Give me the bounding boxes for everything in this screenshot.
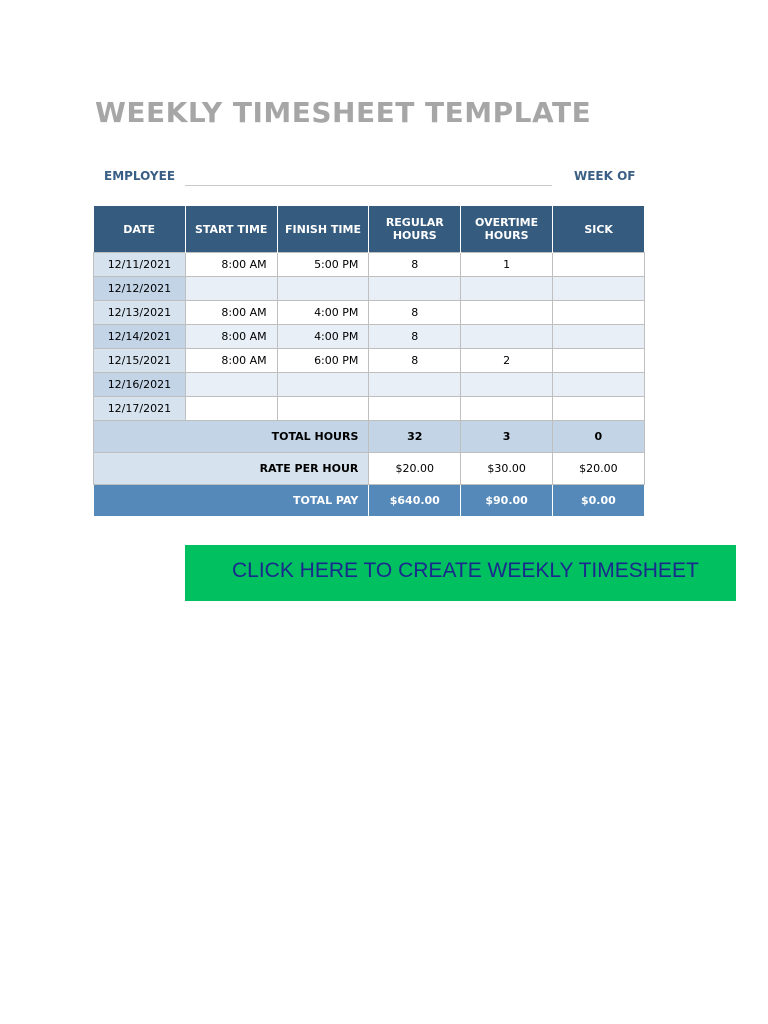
sick-cell[interactable]	[552, 325, 644, 349]
table-row	[94, 277, 645, 301]
start-time-cell[interactable]: 8:00 AM	[185, 253, 277, 277]
regular-hours-cell[interactable]	[369, 397, 461, 421]
total-overtime-hours: 3	[461, 421, 553, 453]
header-sick: SICK	[552, 206, 644, 253]
regular-hours-cell[interactable]: 8	[369, 349, 461, 373]
start-time-cell[interactable]: 8:00 AM	[185, 301, 277, 325]
overtime-pay-cell: $90.00	[461, 485, 553, 517]
total-pay-row	[94, 485, 645, 517]
sick-cell[interactable]	[552, 349, 644, 373]
create-timesheet-button[interactable]	[185, 545, 736, 601]
table-row	[94, 397, 645, 421]
total-sick-hours: 0	[552, 421, 644, 453]
sick-cell[interactable]	[552, 373, 644, 397]
finish-time-cell[interactable]	[277, 277, 369, 301]
employee-label: EMPLOYEE	[104, 169, 176, 183]
finish-time-cell[interactable]	[277, 373, 369, 397]
total-regular-hours: 32	[369, 421, 461, 453]
date-cell: 12/15/2021	[94, 349, 186, 373]
finish-time-cell[interactable]: 4:00 PM	[277, 325, 369, 349]
date-cell: 12/14/2021	[94, 325, 186, 349]
date-cell: 12/12/2021	[94, 277, 186, 301]
date-cell: 12/16/2021	[94, 373, 186, 397]
date-cell: 12/11/2021	[94, 253, 186, 277]
regular-pay-cell: $640.00	[369, 485, 461, 517]
employee-field[interactable]	[185, 185, 552, 186]
regular-hours-cell[interactable]: 8	[369, 325, 461, 349]
overtime-hours-cell[interactable]	[461, 301, 553, 325]
start-time-cell[interactable]	[185, 277, 277, 301]
header-finish-time: FINISH TIME	[277, 206, 369, 253]
header-date: DATE	[94, 206, 186, 253]
sick-cell[interactable]	[552, 277, 644, 301]
page-title: WEEKLY TIMESHEET TEMPLATE	[95, 96, 592, 129]
table-row	[94, 325, 645, 349]
start-time-cell[interactable]: 8:00 AM	[185, 325, 277, 349]
header-overtime-hours: OVERTIME HOURS	[461, 206, 553, 253]
total-hours-row	[94, 421, 645, 453]
date-cell: 12/17/2021	[94, 397, 186, 421]
finish-time-cell[interactable]: 6:00 PM	[277, 349, 369, 373]
finish-time-cell[interactable]: 4:00 PM	[277, 301, 369, 325]
timesheet-table	[93, 206, 645, 517]
header-regular-hours: REGULAR HOURS	[369, 206, 461, 253]
overtime-hours-cell[interactable]	[461, 325, 553, 349]
regular-hours-cell[interactable]: 8	[369, 301, 461, 325]
date-cell: 12/13/2021	[94, 301, 186, 325]
sick-cell[interactable]	[552, 301, 644, 325]
overtime-hours-cell[interactable]: 1	[461, 253, 553, 277]
create-timesheet-label: CLICK HERE TO CREATE WEEKLY TIMESHEET	[232, 559, 699, 582]
finish-time-cell[interactable]: 5:00 PM	[277, 253, 369, 277]
regular-hours-cell[interactable]: 8	[369, 253, 461, 277]
overtime-hours-cell[interactable]	[461, 397, 553, 421]
total-hours-label: TOTAL HOURS	[94, 421, 369, 453]
finish-time-cell[interactable]	[277, 397, 369, 421]
table-row	[94, 301, 645, 325]
sick-rate-cell[interactable]: $20.00	[552, 453, 644, 485]
regular-rate-cell[interactable]: $20.00	[369, 453, 461, 485]
sick-cell[interactable]	[552, 397, 644, 421]
overtime-rate-cell[interactable]: $30.00	[461, 453, 553, 485]
rate-per-hour-row	[94, 453, 645, 485]
start-time-cell[interactable]	[185, 373, 277, 397]
sick-pay-cell: $0.00	[552, 485, 644, 517]
table-row	[94, 349, 645, 373]
header-row	[94, 206, 645, 253]
overtime-hours-cell[interactable]: 2	[461, 349, 553, 373]
start-time-cell[interactable]: 8:00 AM	[185, 349, 277, 373]
overtime-hours-cell[interactable]	[461, 373, 553, 397]
header-start-time: START TIME	[185, 206, 277, 253]
rate-per-hour-label: RATE PER HOUR	[94, 453, 369, 485]
regular-hours-cell[interactable]	[369, 277, 461, 301]
table-row	[94, 373, 645, 397]
table-row	[94, 253, 645, 277]
total-pay-label: TOTAL PAY	[94, 485, 369, 517]
overtime-hours-cell[interactable]	[461, 277, 553, 301]
start-time-cell[interactable]	[185, 397, 277, 421]
regular-hours-cell[interactable]	[369, 373, 461, 397]
week-of-label: WEEK OF	[574, 169, 636, 183]
sick-cell[interactable]	[552, 253, 644, 277]
